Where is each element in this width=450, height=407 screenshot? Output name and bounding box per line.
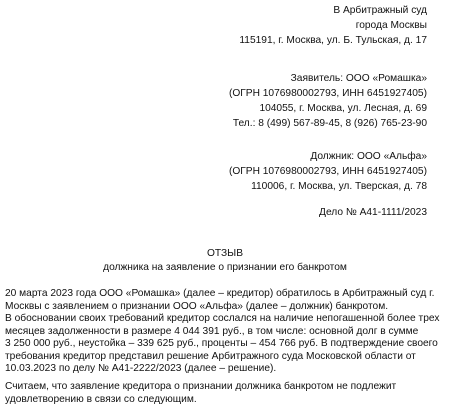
document-title: ОТЗЫВ [207, 248, 243, 259]
court-name: В Арбитражный суд [333, 5, 427, 16]
paragraph-line: Москвы с заявлением о признании ООО «Альфа» (далее – должник) банкротом. [5, 300, 389, 312]
paragraph-1 [5, 288, 441, 376]
paragraph-2 [5, 381, 441, 406]
claimant-label: Заявитель: ООО «Ромашка» [290, 73, 427, 84]
debtor-address: 110006, г. Москва, ул. Тверская, д. 78 [251, 181, 427, 192]
debtor-label: Должник: ООО «Альфа» [310, 151, 427, 162]
claimant-address: 104055, г. Москва, ул. Лесная, д. 69 [259, 103, 427, 114]
debtor-block [229, 149, 427, 194]
claimant-ids: (ОГРН 1076980002793, ИНН 6451927405) [228, 88, 427, 99]
claimant-block [229, 71, 427, 131]
addressee-block [239, 3, 427, 48]
document-title-block [0, 247, 450, 275]
case-number: Дело № А41-1111/2023 [319, 207, 427, 218]
case-number-block [319, 205, 427, 220]
paragraph-line: В обосновании своих требований кредитор сослался на наличие непогашенной более трех [5, 313, 440, 324]
document-subtitle: должника на заявление о признании его банкротом [103, 262, 347, 273]
court-city: города Москвы [355, 20, 427, 31]
paragraph-line: удовлетворению в связи со следующим. [5, 393, 197, 405]
claimant-phones: Тел.: 8 (499) 567-89-45, 8 (926) 765-23-90 [232, 118, 427, 129]
paragraph-line: 10.03.2023 по делу № А41-2222/2023 (далее – решение). [5, 363, 277, 374]
debtor-ids: (ОГРН 1076980002793, ИНН 6451927405) [228, 166, 427, 177]
paragraph-line: 3 250 000 руб., неустойка – 339 625 руб., проценты – 454 766 руб. В подтверждение своего [5, 338, 438, 349]
paragraph-line: месяцев задолженности в размере 4 044 391 руб., в том числе: основной долг в сумме [5, 325, 419, 337]
paragraph-line: требования кредитор представил решение Арбитражного суда Московской области от [5, 350, 416, 362]
court-address: 115191, г. Москва, ул. Б. Тульская, д. 17 [239, 35, 427, 46]
paragraph-line: 20 марта 2023 года ООО «Ромашка» (далее – кредитор) обратилось в Арбитражный суд г. [5, 288, 435, 299]
paragraph-line: Считаем, что заявление кредитора о признании должника банкротом не подлежит [5, 381, 397, 392]
